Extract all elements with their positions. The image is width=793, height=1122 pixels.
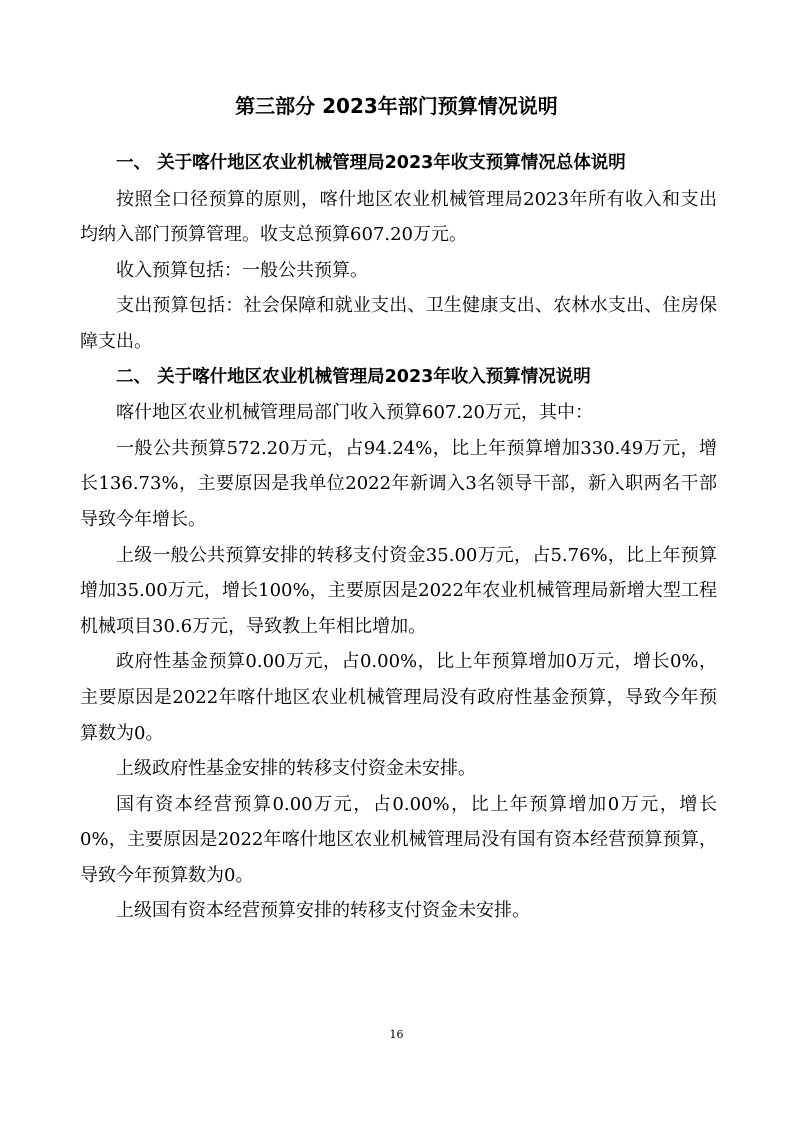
paragraph-expense-scope: 支出预算包括：社会保障和就业支出、卫生健康支出、农林水支出、住房保障支出。 — [80, 295, 717, 352]
section-heading-1: 一、 关于喀什地区农业机械管理局2023年收支预算情况总体说明 — [116, 153, 626, 173]
paragraph-government-fund: 政府性基金预算0.00万元，占0.00%，比上年预算增加0万元，增长0%，主要原因是2022年喀什地区农业机械管理局没有政府性基金预算，导致今年预算数为0。 — [80, 651, 717, 744]
paragraph-transfer-capital: 上级国有资本经营预算安排的转移支付资金未安排。 — [116, 900, 530, 922]
document-title: 第三部分 2023年部门预算情况说明 — [235, 94, 558, 118]
paragraph-state-capital: 国有资本经营预算0.00万元，占0.00%，比上年预算增加0万元，增长0%，主要原因是2022年喀什地区农业机械管理局没有国有资本经营预算预算，导致今年预算数为0。 — [80, 793, 717, 886]
page-number: 16 — [389, 1028, 404, 1041]
paragraph-transfer-general: 上级一般公共预算安排的转移支付资金35.00万元，占5.76%，比上年预算增加35.00万元，增长100%，主要原因是2022年农业机械管理局新增大型工程机械项目30.6万元，导致教上年相比增加。 — [80, 544, 717, 637]
section-heading-2: 二、 关于喀什地区农业机械管理局2023年收入预算情况说明 — [116, 366, 591, 387]
paragraph-income-total: 喀什地区农业机械管理局部门收入预算607.20万元，其中： — [116, 402, 593, 424]
paragraph-income-scope: 收入预算包括：一般公共预算。 — [116, 259, 368, 281]
document-body — [80, 146, 717, 929]
paragraph-transfer-fund: 上级政府性基金安排的转移支付资金未安排。 — [116, 758, 476, 780]
paragraph-general-budget: 一般公共预算572.20万元，占94.24%，比上年预算增加330.49万元，增长136.73%，主要原因是我单位2022年新调入3名领导干部，新入职两名干部导致今年增长。 — [80, 437, 717, 530]
paragraph-overview: 按照全口径预算的原则，喀什地区农业机械管理局2023年所有收入和支出均纳入部门预算管理。收支总预算607.20万元。 — [80, 188, 717, 246]
